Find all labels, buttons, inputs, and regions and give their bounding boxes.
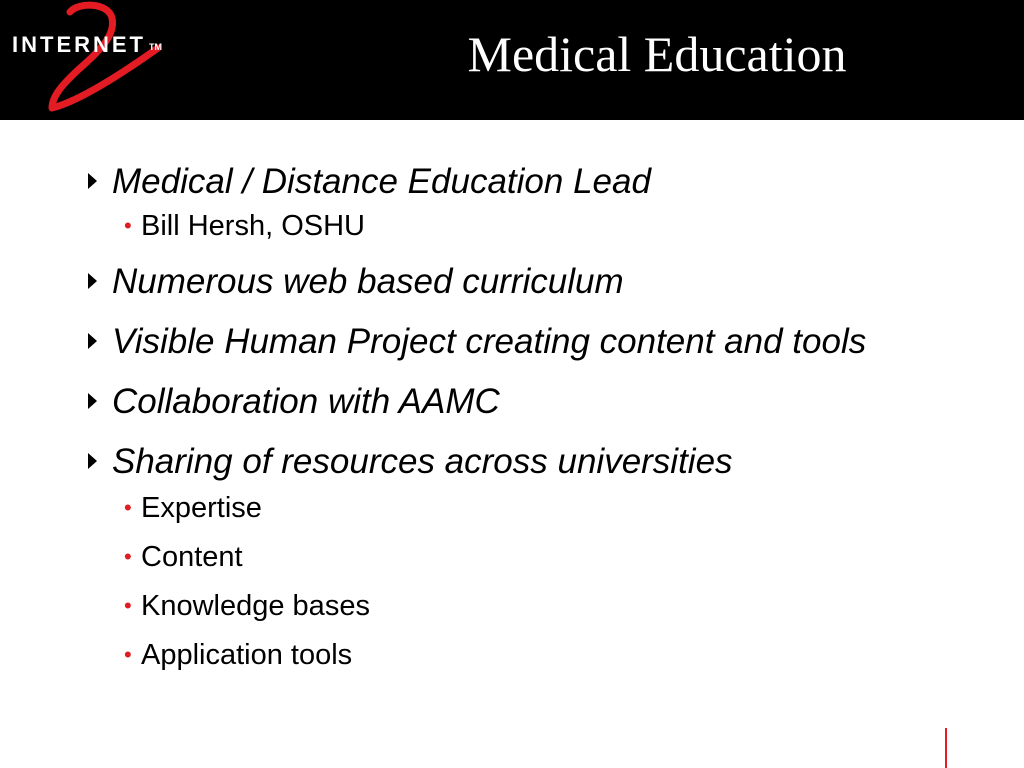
sub-bullet-item <box>84 586 1004 626</box>
triangle-bullet-icon <box>88 333 97 349</box>
logo-wordmark: INTERNET <box>12 32 146 57</box>
red-dot-icon: • <box>124 593 132 618</box>
sub-bullet-item <box>84 488 1004 528</box>
logo-trademark: TM <box>149 42 162 52</box>
bullet-item <box>84 378 1004 426</box>
sub-bullet-item <box>84 635 1004 675</box>
sub-bullet-text: Expertise <box>141 492 262 524</box>
bullet-text: Collaboration with AAMC <box>112 382 500 421</box>
bullet-item <box>84 438 1004 486</box>
red-dot-icon: • <box>124 642 132 667</box>
slide-title: Medical Education <box>467 26 847 82</box>
bullet-text: Medical / Distance Education Lead <box>112 162 651 201</box>
triangle-bullet-icon <box>88 453 97 469</box>
bullet-text: Sharing of resources across universities <box>112 442 733 481</box>
bullet-item <box>84 318 1004 366</box>
sub-bullet-text: Knowledge bases <box>141 590 370 622</box>
red-dot-icon: • <box>124 213 132 238</box>
red-dot-icon: • <box>124 495 132 520</box>
sub-bullet-item <box>84 537 1004 577</box>
sub-bullet-text: Bill Hersh, OSHU <box>141 210 365 242</box>
internet2-logo <box>8 0 168 118</box>
corner-accent-line <box>945 728 947 768</box>
title-bar <box>0 0 1024 120</box>
sub-bullet-text: Content <box>141 541 243 573</box>
bullet-list <box>84 158 1004 675</box>
sub-bullet-item <box>84 206 1004 246</box>
triangle-bullet-icon <box>88 273 97 289</box>
triangle-bullet-icon <box>88 173 97 189</box>
bullet-text: Numerous web based curriculum <box>112 262 624 301</box>
bullet-item <box>84 158 1004 206</box>
triangle-bullet-icon <box>88 393 97 409</box>
sub-bullet-text: Application tools <box>141 639 353 671</box>
bullet-item <box>84 258 1004 306</box>
red-dot-icon: • <box>124 544 132 569</box>
bullet-text: Visible Human Project creating content and tools <box>112 322 867 361</box>
